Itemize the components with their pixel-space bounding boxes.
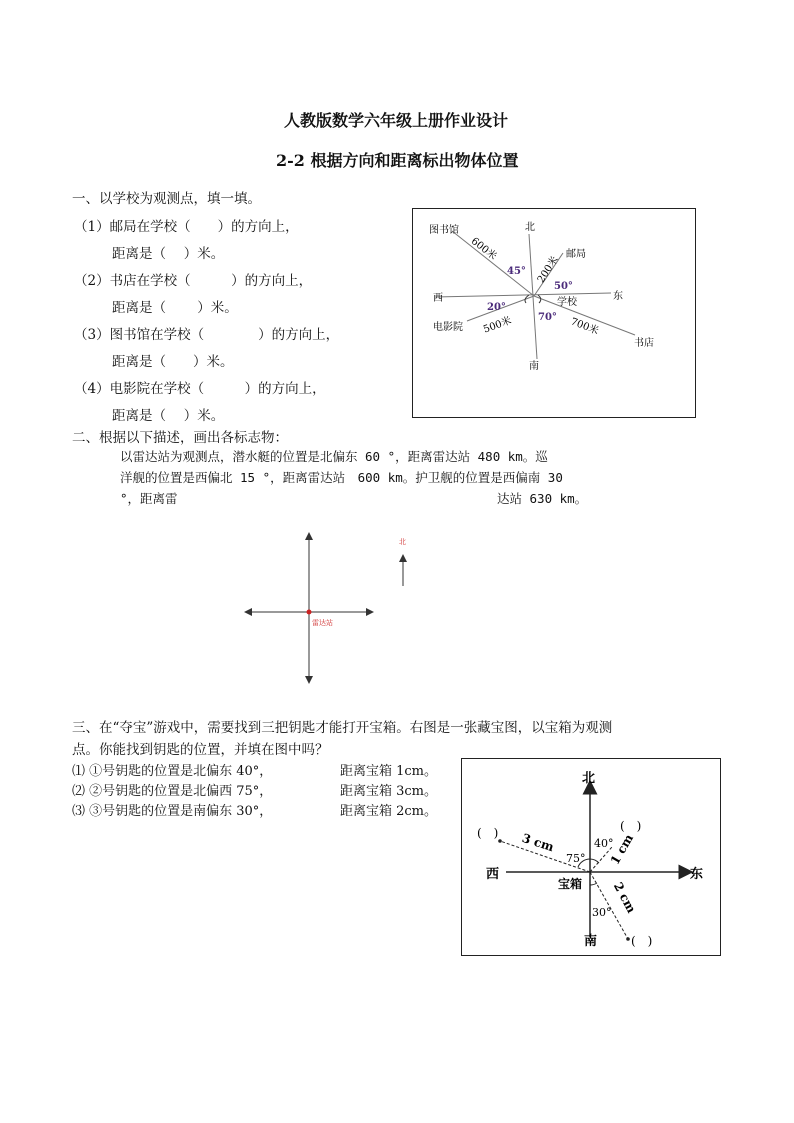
s1-d1: 距离是（ ）米。 [112,246,225,262]
west-east-axis [435,293,611,297]
label-east: 东 [613,291,623,302]
radar-station-dot [307,610,312,615]
page-title: 人教版数学六年级上册作业设计 [284,111,509,130]
s2-line2: 洋舰的位置是西偏北 15 °，距离雷达站 600 km。护卫舰的位置是西偏南 30 [120,470,563,485]
label-bookstore: 书店 [634,338,654,349]
s1-d4: 距离是（ ）米。 [112,408,225,424]
dist-key-2: 3 cm [520,830,556,855]
s3-d3: 距离宝箱 2cm。 [340,804,438,819]
section1-heading: 一、以学校为观测点，填一填。 [72,191,261,207]
label-north: 北 [525,222,535,233]
s2-line3b: 达站 630 km。 [497,491,588,506]
dist-library: 600米 [468,235,499,263]
s3-q3: ⑶ ③号钥匙的位置是南偏东 30°， [72,804,273,819]
key-2-dot [498,839,502,843]
treasure-label-center: 宝箱 [558,877,583,891]
treasure-map [461,758,721,956]
label-west: 西 [433,293,443,304]
angle-post-office: 50° [554,281,573,292]
s1-q1: （1）邮局在学校（ ）的方向上， [74,219,299,235]
s3-d1: 距离宝箱 1cm。 [340,764,438,779]
s1-q2: （2）书店在学校（ ）的方向上， [74,273,313,289]
treasure-label-north: 北 [582,771,596,786]
label-post-office: 邮局 [566,249,586,260]
label-cinema: 电影院 [433,322,463,333]
s1-d3: 距离是（ ）米。 [112,354,234,370]
dist-bookstore: 700米 [569,316,601,338]
treasure-label-east: 东 [690,867,704,882]
dist-cinema: 500米 [481,315,514,336]
blank-key-1: ( ) [620,819,642,833]
dist-key-1: 1 cm [607,831,637,867]
label-library: 图书馆 [429,225,459,236]
s3-q2: ⑵ ②号钥匙的位置是北偏西 75°， [72,784,273,799]
angle-bookstore: 70° [538,312,557,323]
blank-key-3: ( ) [631,934,653,948]
s3-d2: 距离宝箱 3cm。 [340,784,438,799]
angle-library: 45° [507,266,526,277]
s2-line1: 以雷达站为观测点，潜水艇的位置是北偏东 60 °，距离雷达站 480 km。巡 [120,449,548,464]
angle-cinema: 20° [487,302,506,313]
north-arrow-label: 北 [399,538,406,546]
ray-library [452,231,534,296]
section3-heading-1: 三、在“夺宝”游戏中，需要找到三把钥匙才能打开宝箱。右图是一张藏宝图，以宝箱为观测 [72,720,613,736]
blank-key-2: ( ) [477,826,499,840]
dist-key-3: 2 cm [610,879,639,916]
angle-key-3: 30° [592,906,612,919]
treasure-label-south: 南 [584,934,598,949]
s1-d2: 距离是（ ）米。 [112,300,238,316]
school-direction-map [412,208,696,418]
radar-diagram [240,530,420,690]
section3-heading-2: 点。你能找到钥匙的位置，并填在图中吗？ [72,742,329,758]
dist-post-office: 200米 [535,254,561,286]
label-school: 学校 [557,297,577,308]
angle-key-1: 40° [594,837,614,850]
treasure-label-west: 西 [486,867,500,882]
page-subtitle: 2-2 根据方向和距离标出物体位置 [276,151,519,170]
key-3-dot [626,937,630,941]
s2-line3a: °，距离雷 [120,491,178,506]
section2-heading: 二、根据以下描述，画出各标志物： [72,430,288,446]
angle-key-2: 75° [566,852,586,865]
s3-q1: ⑴ ①号钥匙的位置是北偏东 40°， [72,764,273,779]
label-south: 南 [529,361,539,372]
s1-q3: （3）图书馆在学校（ ）的方向上， [74,327,340,343]
radar-station-label: 雷达站 [312,619,333,627]
s1-q4: （4）电影院在学校（ ）的方向上， [74,381,326,397]
